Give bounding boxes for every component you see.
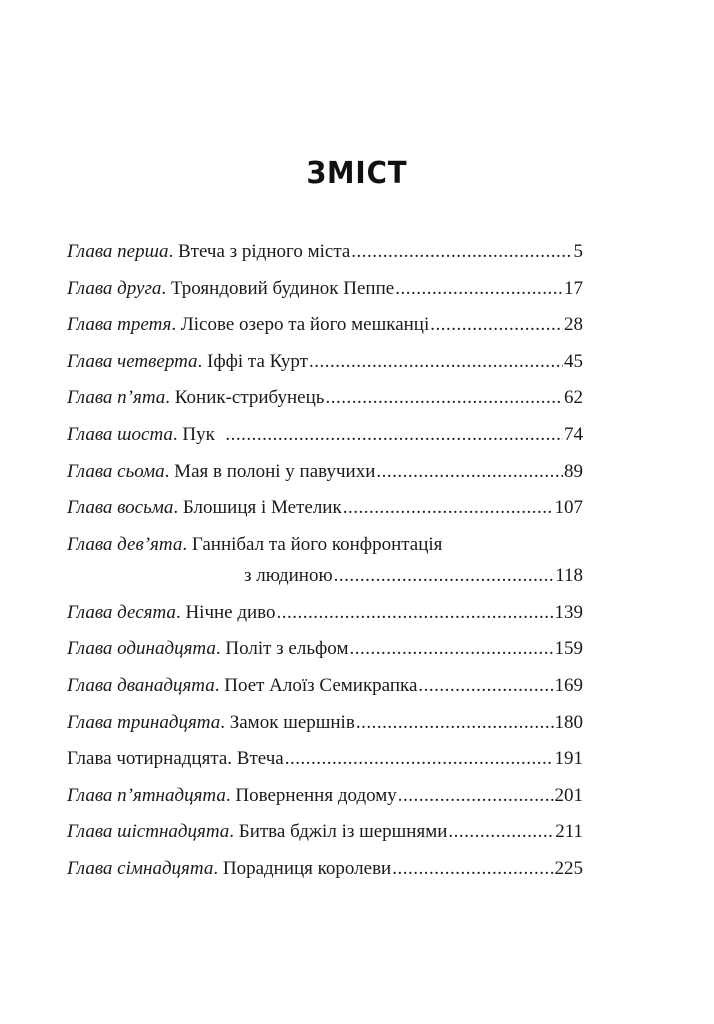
leader-dots: [395, 277, 563, 301]
chapter-number: Глава восьма: [67, 497, 174, 519]
toc-entry: [67, 747, 583, 784]
toc-entry: [67, 423, 583, 460]
toc-entry: [67, 674, 583, 711]
leader-dots: [398, 784, 554, 808]
leader-dots: [334, 564, 555, 588]
leader-dots: [285, 747, 554, 771]
chapter-number: Глава сімнадцята: [67, 857, 214, 879]
chapter-number: Глава чотирнадцята: [67, 748, 228, 770]
leader-dots: [418, 674, 553, 698]
chapter-title: . Пук: [172, 423, 225, 445]
table-of-contents: [67, 240, 583, 894]
toc-entry: [67, 350, 583, 387]
page-number: 107: [554, 497, 583, 519]
chapter-number: Глава четверта: [67, 350, 198, 372]
chapter-title: . Блошиця і Метелик: [173, 497, 342, 519]
leader-dots: [343, 496, 554, 520]
chapter-title: . Мая в полоні у павучихи: [164, 460, 376, 482]
page-number: 45: [564, 350, 583, 372]
chapter-number: Глава дванадцята: [67, 674, 215, 696]
chapter-title-continued: з людиною: [244, 564, 333, 586]
chapter-number: Глава шістнадцята: [67, 821, 230, 843]
page-number: 159: [554, 638, 583, 660]
page-number: 62: [564, 387, 583, 409]
page-number: 5: [573, 241, 583, 262]
page-number: 225: [554, 857, 583, 879]
chapter-title: . Лісове озеро та його мешканці: [171, 314, 430, 336]
chapter-title: . Замок шершнів: [220, 711, 355, 733]
leader-dots: [356, 711, 554, 735]
toc-entry: [67, 820, 583, 857]
chapter-title: . Повернення додому: [225, 784, 397, 806]
leader-dots: [430, 313, 563, 337]
toc-entry: [67, 313, 583, 350]
page-number: 139: [554, 601, 583, 623]
chapter-number: Глава шоста: [67, 423, 173, 445]
chapter-number: Глава сьома: [67, 460, 165, 482]
chapter-title: . Битва бджіл із шершнями: [229, 821, 448, 843]
chapter-title: . Порадниця королеви: [213, 857, 392, 879]
leader-dots: [448, 820, 554, 844]
toc-entry: [67, 637, 583, 674]
leader-dots: [277, 601, 554, 625]
page-number: 211: [555, 821, 583, 843]
page-number: 169: [554, 674, 583, 696]
toc-entry: [67, 277, 583, 314]
chapter-number: Глава дев’ята: [67, 533, 183, 555]
leader-dots: [225, 423, 563, 447]
chapter-number: Глава друга: [67, 277, 162, 299]
leader-dots: [351, 240, 572, 264]
leader-dots: [376, 460, 563, 484]
chapter-title: . Політ з ельфом: [215, 638, 349, 660]
chapter-number: Глава третя: [67, 314, 172, 336]
chapter-title: . Втеча з рідного міста: [168, 241, 351, 262]
toc-entry: [67, 857, 583, 894]
page-number: 17: [564, 277, 583, 299]
toc-entry: [67, 533, 583, 601]
leader-dots: [392, 857, 553, 881]
chapter-number: Глава п’ята: [67, 387, 166, 409]
chapter-number: Глава десята: [67, 601, 176, 623]
page-number: 28: [564, 314, 583, 336]
leader-dots: [349, 637, 553, 661]
chapter-title: . Трояндовий будинок Пеппе: [161, 277, 395, 299]
chapter-number: Глава перша: [67, 241, 169, 262]
toc-entry: [67, 496, 583, 533]
toc-entry: [67, 711, 583, 748]
toc-entry: [67, 784, 583, 821]
chapter-title: . Ганнібал та його конфронтація: [182, 533, 443, 555]
chapter-number: Глава одинадцята: [67, 638, 216, 660]
toc-entry: [67, 601, 583, 638]
chapter-number: Глава тринадцята: [67, 711, 221, 733]
chapter-title: . Втеча: [227, 748, 284, 770]
page-number: 180: [554, 711, 583, 733]
page-number: 191: [554, 748, 583, 770]
page-number: 89: [564, 460, 583, 482]
leader-dots: [325, 386, 563, 410]
page-number: 118: [555, 564, 583, 586]
toc-entry: [67, 460, 583, 497]
chapter-title: . Іффі та Курт: [197, 350, 308, 372]
page-title: ЗМІСТ: [306, 156, 408, 191]
page-number: 201: [554, 784, 583, 806]
chapter-title: . Коник-стрибунець: [165, 387, 325, 409]
chapter-title: . Поет Алоїз Семикрапка: [214, 674, 418, 696]
chapter-title: . Нічне диво: [175, 601, 276, 623]
page-number: 74: [564, 423, 583, 445]
leader-dots: [309, 350, 563, 374]
chapter-number: Глава п’ятнадцята: [67, 784, 226, 806]
toc-entry: [67, 240, 583, 277]
toc-entry: [67, 386, 583, 423]
